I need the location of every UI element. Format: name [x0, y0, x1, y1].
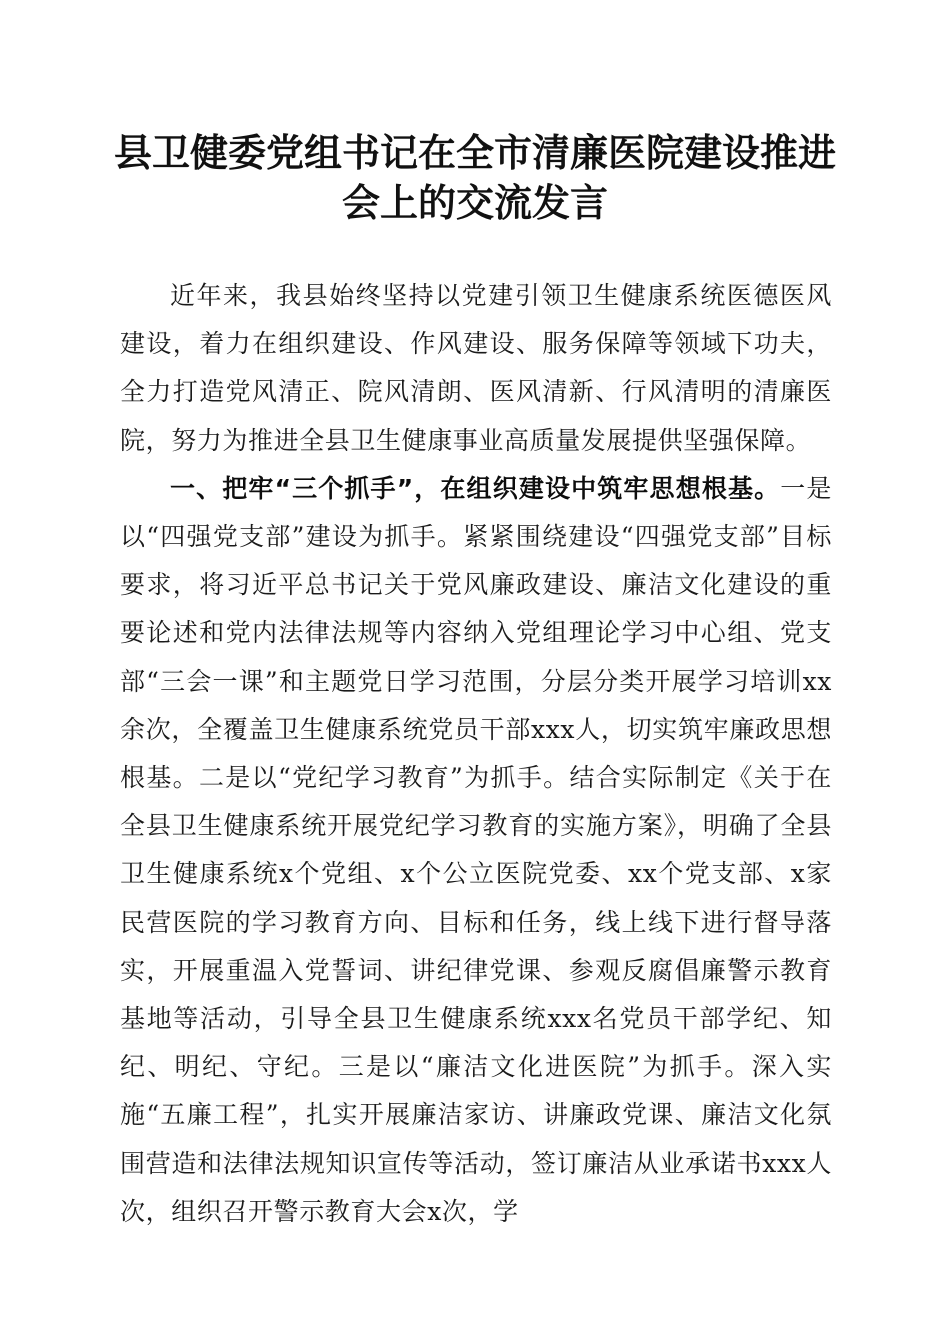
section-one-text: 一是以“四强党支部”建设为抓手。紧紧围绕建设“四强党支部”目标要求，将习近平总书记关于党风廉政建设、廉洁文化建设的重要论述和党内法律法规等内容纳入党组理论学习中心组、党支部“三会一课”和主题党日学习范围，分层分类开展学习培训xx余次，全覆盖卫生健康系统党员干部xxx人，切实筑牢廉政思想根基。二是以“党纪学习教育”为抓手。结合实际制定《关于在全县卫生健康系统开展党纪学习教育的实施方案》，明确了全县卫生健康系统x个党组、x个公立医院党委、xx个党支部、x家民营医院的学习教育方向、目标和任务，线上线下进行督导落实，开展重温入党誓词、讲纪律党课、参观反腐倡廉警示教育基地等活动，引导全县卫生健康系统xxx名党员干部学纪、知纪、明纪、守纪。三是以“廉洁文化进医院”为抓手。深入实施“五廉工程”，扎实开展廉洁家访、讲廉政党课、廉洁文化氛围营造和法律法规知识宣传等活动，签订廉洁从业承诺书xxx人次，组织召开警示教育大会x次，学: [120, 473, 833, 1226]
section-one-heading: 一、把牢“三个抓手”，在组织建设中筑牢思想根基。: [170, 473, 781, 503]
document-title: 县卫健委党组书记在全市清廉医院建设推进会上的交流发言: [113, 130, 836, 225]
intro-paragraph: [120, 272, 832, 465]
section-one-paragraph: [120, 465, 832, 1236]
intro-paragraph-text: 近年来，我县始终坚持以党建引领卫生健康系统医德医风建设，着力在组织建设、作风建设、服务保障等领域下功夫，全力打造党风清正、院风清朗、医风清新、行风清明的清廉医院，努力为推进全县卫生健康事业高质量发展提供坚强保障。: [120, 281, 832, 455]
document-body: [120, 272, 832, 1236]
